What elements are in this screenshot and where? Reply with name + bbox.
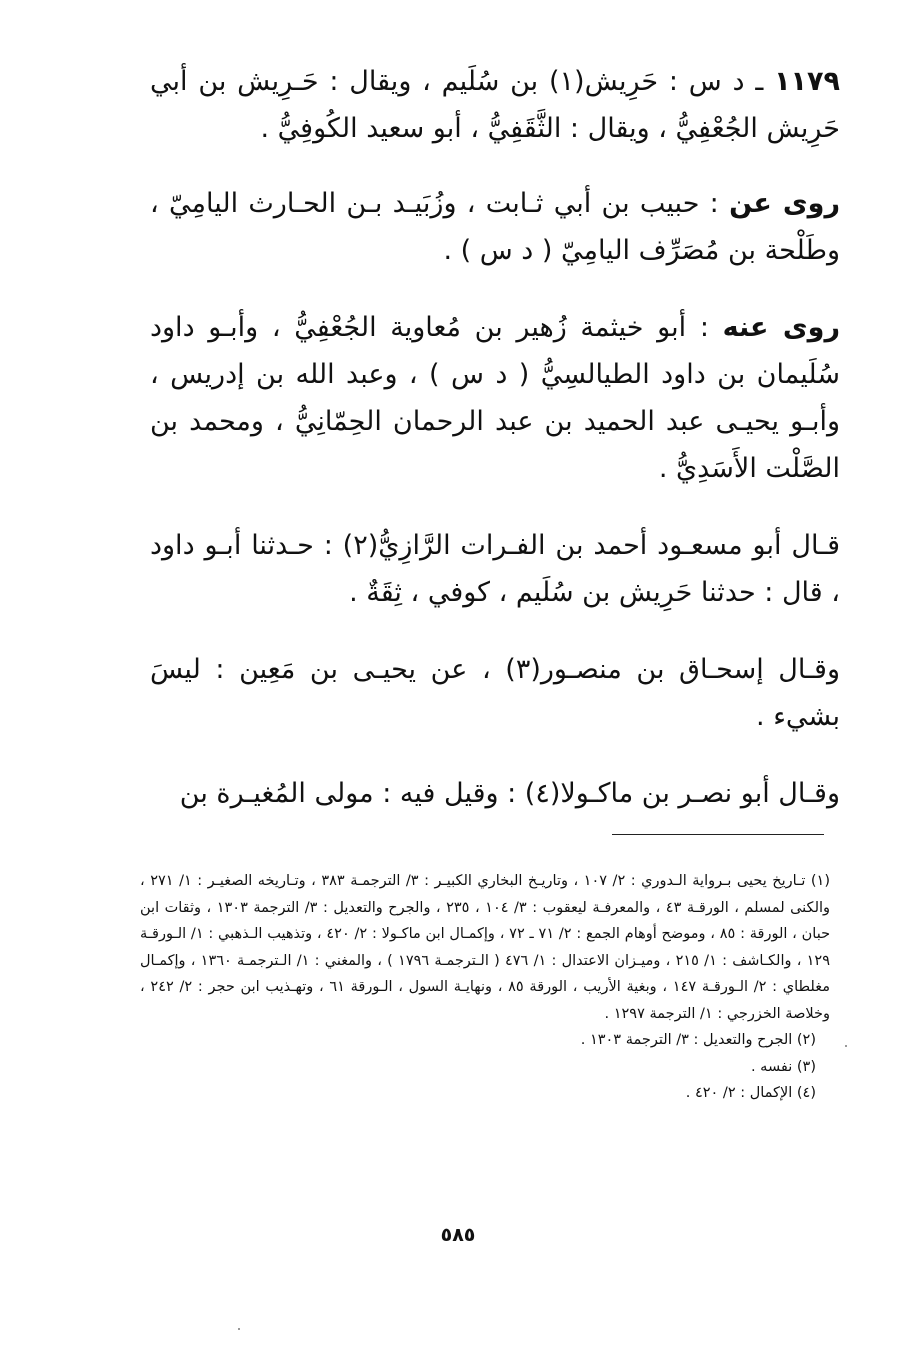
footnote: (١) تـاريخ يحيى بـرواية الـدوري : ٢/ ١٠٧ ، وتاريـخ البخاري الكبيـر : ٣/ الترجمـة ٣٨٣ ، وتـاريخه الصغيـر : ١/ ٢٧١ ، والكنى لمسلم ، الورقـة ٤٣ ، والمعرفـة ليعقوب : ٣/ ١٠٤ ، ٢٣٥ ، والجرح والتعديل : ٣/ الترجمة ١٣٠٣ ، وثقات ابن حبان ، الورقة : ٨٥ ، وموضح أوهام الجمع : ٢/ ٧١ ـ ٧٢ ، وإكمـال ابن ماكـولا : ٢/ ٤٢٠ ، وتذهيب الـذهبي : ١/ الـورقـة ١٢٩ ، والكـاشف : ١/ ٢١٥ ، وميـزان الاعتدال : ١/ ٤٧٦ ( الـترجمـة ١٧٩٦ ) ، والمغني : ١/ الـترجمـة ١٣٦٠ ، وإكمـال مغلطاي : ٢/ الـورقـة ١٤٧ ، وبغية الأريب ، الورقة ٨٥ ، ونهايـة السول ، الـورقة ٦١ ، وتهـذيب ابن حجر : ٢/ ٢٤٢ ، وخلاصة الخزرجي : ١/ الترجمة ١٢٩٧ . bbox=[140, 873, 831, 1022]
narrated-from-paragraph bbox=[150, 180, 840, 274]
main-text bbox=[150, 58, 840, 847]
footnote-divider bbox=[612, 834, 824, 835]
narrated-from-text: : حبيب بن أبي ثـابت ، وزُبَيـد بـن الحـارث اليامِيّ ، وطَلْحة بن مُصَرِّف اليامِيّ ( د س ) . bbox=[150, 188, 840, 266]
quote-paragraph: وقـال أبو نصـر بن ماكـولا(٤) : وقيل فيه : مولى المُغيـرة بن bbox=[179, 778, 840, 809]
quote-paragraph: وقـال إسحـاق بن منصـور(٣) ، عن يحيـى بن مَعِين : ليسَ بشيء . bbox=[150, 654, 841, 732]
entry-header bbox=[150, 58, 840, 152]
footnotes bbox=[140, 868, 830, 1107]
page-number: ٥٨٥ bbox=[440, 1224, 476, 1246]
footnote: (٤) الإكمال : ٢/ ٤٢٠ . bbox=[685, 1085, 816, 1101]
entry-intro: ـ د س : حَرِيش(١) بن سُلَيم ، ويقال : حَـرِيش بن أبي حَرِيش الجُعْفِيُّ ، ويقال : الثَّقَفِيُّ ، أبو سعيد الكُوفِيُّ . bbox=[150, 66, 840, 144]
narrated-by-label: روى عنه bbox=[722, 312, 840, 343]
scan-speck bbox=[238, 1328, 240, 1330]
narrated-by-paragraph bbox=[150, 304, 840, 492]
narrated-by-text: : أبو خيثمة زُهير بن مُعاوية الجُعْفِيُّ ، وأبـو داود سُلَيمان بن داود الطيالسِيُّ ( د س ) ، وعبد الله بن إدريس ، وأبـو يحيـى عبد الحميد بن عبد الرحمان الحِمّانِيُّ ، ومحمد بن الصَّلْت الأَسَدِيُّ . bbox=[150, 312, 840, 484]
scan-speck bbox=[845, 1045, 847, 1047]
quote-paragraph: قـال أبو مسعـود أحمد بن الفـرات الرَّازِيُّ(٢) : حـدثنا أبـو داود ، قال : حدثنا حَرِيش بن سُلَيم ، كوفي ، ثِقَةٌ . bbox=[150, 530, 840, 608]
footnote: (٢) الجرح والتعديل : ٣/ الترجمة ١٣٠٣ . bbox=[580, 1032, 816, 1048]
narrated-from-label: روى عن bbox=[729, 188, 840, 219]
entry-number: ١١٧٩ bbox=[774, 66, 840, 97]
footnote: (٣) نفسه . bbox=[750, 1058, 816, 1075]
